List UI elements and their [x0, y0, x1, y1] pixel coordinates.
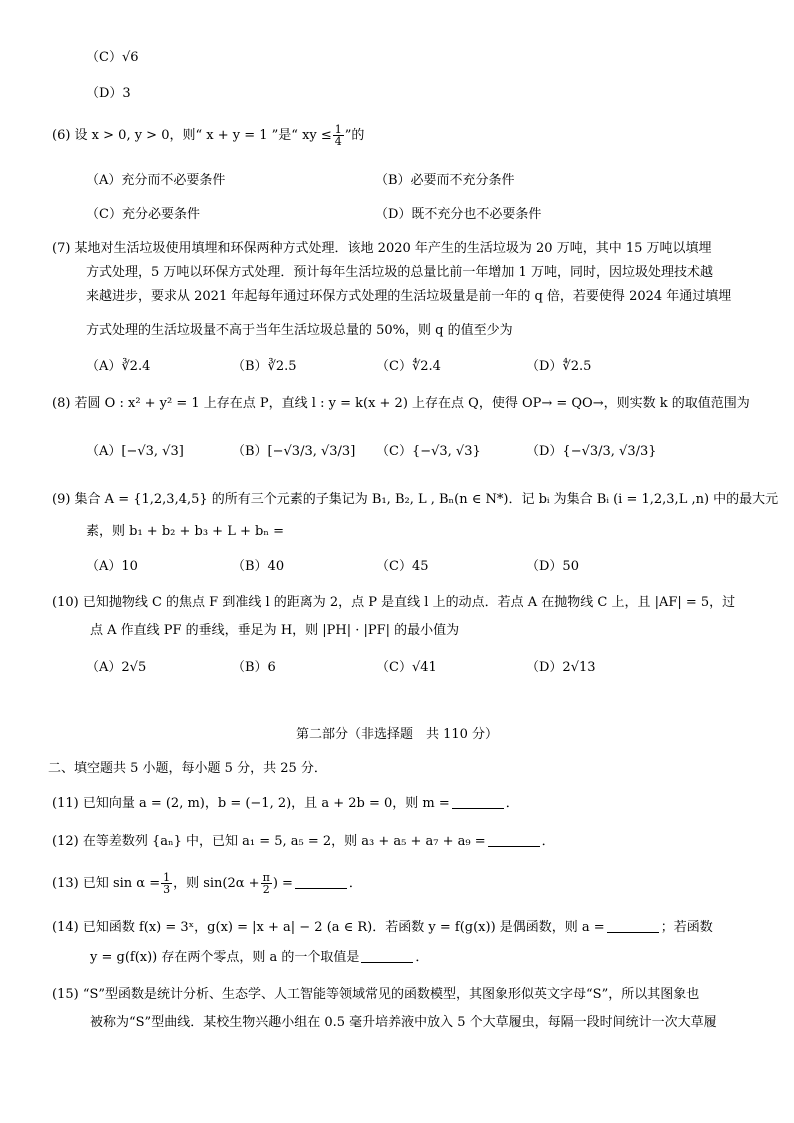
q10-option-d: （D）2√13 [526, 660, 596, 675]
q14-text-b: ；若函数 [660, 920, 713, 935]
q8-option-c: （C）{−√3, √3} [376, 444, 481, 459]
q7-line-2: 方式处理，5 万吨以环保方式处理．预计每年生活垃圾的总量比前一年增加 1 万吨，同时，因垃圾处理技术越 [86, 265, 713, 280]
q10-option-a: （A）2√5 [86, 660, 147, 675]
q9-line-2: 素，则 b₁ + b₂ + b₃ + L + bₙ = [86, 524, 284, 539]
q6-stem-end: ”的 [344, 128, 365, 143]
q6-stem-text: (6) 设 x > 0, y > 0，则“ x + y = 1 ”是“ xy ≤ [52, 128, 332, 143]
q14-end: ． [415, 950, 429, 965]
q10-option-c: （C）√41 [376, 660, 437, 675]
q10-line-2: 点 A 作直线 PF 的垂线，垂足为 H，则 |PH| · |PF| 的最小值为 [90, 623, 460, 638]
section-heading-fill-in: 二、填空题共 5 小题，每小题 5 分，共 25 分． [48, 761, 327, 776]
q6-frac-den: 4 [334, 135, 342, 148]
q8-option-a: （A）[−√3, √3] [86, 444, 184, 459]
q9-option-c: （C）45 [376, 559, 429, 574]
q6-option-d: （D）既不充分也不必要条件 [375, 207, 542, 222]
q14-text-a: (14) 已知函数 f(x) = 3ˣ，g(x) = |x + a| − 2 (a ∈ R)．若函数 y = f(g(x)) 是偶函数，则 a = [52, 920, 605, 935]
q12-text: (12) 在等差数列 {aₙ} 中，已知 a₁ = 5, a₅ = 2，则 a₃ + a₅ + a₇ + a₉ = [52, 834, 486, 849]
q9-option-d: （D）50 [526, 559, 579, 574]
q6-option-b: （B）必要而不充分条件 [375, 173, 515, 188]
q11-answer-blank[interactable] [452, 796, 504, 809]
q13-frac1-num: 1 [163, 871, 171, 884]
q5-option-d: （D）3 [86, 86, 131, 101]
q13-frac2-num: π [262, 871, 270, 884]
q14-line-2 [90, 949, 428, 967]
q7-line-1: (7) 某地对生活垃圾使用填埋和环保两种方式处理．该地 2020 年产生的生活垃圾为 20 万吨，其中 15 万吨以填埋 [52, 241, 712, 256]
q8-option-b: （B）[−√3/3, √3/3] [232, 444, 356, 459]
q13-fraction-1 [161, 872, 172, 895]
q14-line-1 [52, 919, 713, 937]
q12-end: ． [541, 834, 555, 849]
q13 [52, 872, 362, 895]
q15-line-1: (15) “S”型函数是统计分析、生态学、人工智能等领域常见的函数模型，其图象形似英文字母“S”，所以其图象也 [52, 987, 700, 1002]
q12 [52, 833, 555, 851]
q10-line-1: (10) 已知抛物线 C 的焦点 F 到准线 l 的距离为 2，点 P 是直线 l 上的动点．若点 A 在抛物线 C 上，且 |AF| = 5，过 [52, 595, 736, 610]
q9-line-1: (9) 集合 A = {1,2,3,4,5} 的所有三个元素的子集记为 B₁, B₂, L , Bₙ(n ∈ N*)．记 bᵢ 为集合 Bᵢ (i = 1,2,3,L ,n) 中的最大元 [52, 492, 779, 507]
q8-option-d: （D）{−√3/3, √3/3} [526, 444, 657, 459]
q11-end: ． [505, 796, 519, 811]
q7-option-a: （A）∛2.4 [86, 359, 151, 374]
q7-line-4: 方式处理的生活垃圾量不高于当年生活垃圾总量的 50%，则 q 的值至少为 [86, 323, 513, 338]
q13-answer-blank[interactable] [295, 876, 347, 889]
q13-text-a: (13) 已知 sin α = [52, 876, 161, 891]
q9-option-a: （A）10 [86, 559, 138, 574]
q9-option-b: （B）40 [232, 559, 285, 574]
q14-answer-blank-2[interactable] [361, 950, 413, 963]
q13-end: ． [348, 876, 362, 891]
q7-option-b: （B）∛2.5 [232, 359, 297, 374]
q6-stem [52, 124, 364, 147]
q6-fraction [333, 124, 344, 147]
q11-text: (11) 已知向量 a = (2, m)，b = (−1, 2)，且 a + 2b = 0，则 m = [52, 796, 450, 811]
q6-option-c: （C）充分必要条件 [86, 207, 200, 222]
q13-text-c: ) = [272, 876, 293, 891]
q13-frac2-den: 2 [262, 883, 270, 896]
q14-answer-blank-1[interactable] [607, 920, 659, 933]
q6-frac-num: 1 [334, 123, 342, 136]
q15-line-2: 被称为“S”型曲线．某校生物兴趣小组在 0.5 毫升培养液中放入 5 个大草履虫，每隔一段时间统计一次大草履 [90, 1015, 717, 1030]
q7-option-c: （C）∜2.4 [376, 359, 441, 374]
q5-option-c: （C）√6 [86, 50, 139, 65]
q8-stem: (8) 若圆 O : x² + y² = 1 上存在点 P，直线 l : y = k(x + 2) 上存在点 Q，使得 OP→ = QO→，则实数 k 的取值范围为 [52, 396, 750, 411]
q12-answer-blank[interactable] [488, 834, 540, 847]
q7-option-d: （D）∜2.5 [526, 359, 592, 374]
q14-text-c: y = g(f(x)) 存在两个零点，则 a 的一个取值是 [90, 950, 360, 965]
q13-text-b: ，则 sin(2α + [173, 876, 260, 891]
q11 [52, 795, 519, 813]
q13-frac1-den: 3 [163, 883, 171, 896]
q6-option-a: （A）充分而不必要条件 [86, 173, 226, 188]
q13-fraction-2 [261, 872, 272, 895]
q7-line-3: 来越进步，要求从 2021 年起每年通过环保方式处理的生活垃圾量是前一年的 q 倍，若要使得 2024 年通过填埋 [86, 289, 732, 304]
q10-option-b: （B）6 [232, 660, 276, 675]
part2-title: 第二部分（非选择题 共 110 分） [295, 727, 499, 742]
